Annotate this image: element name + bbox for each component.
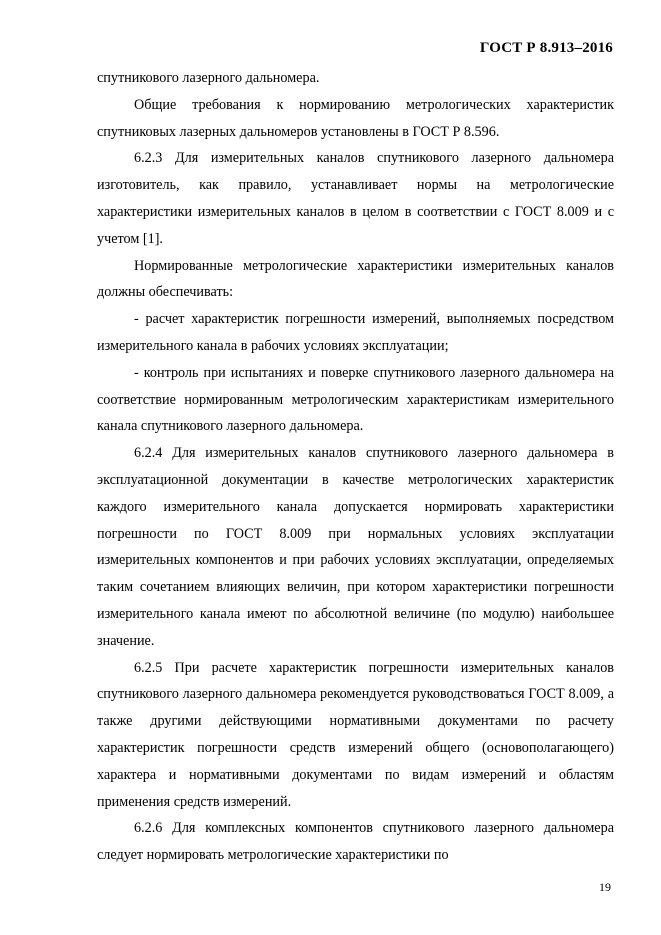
paragraph-general-requirements: Общие требования к нормированию метрологических характеристик спутниковых лазерных дальномеров установлены в ГОСТ Р 8.596. [97, 96, 614, 140]
list-item-error-calculation: - расчет характеристик погрешности измерений, выполняемых посредством измерительного канала в рабочих условиях эксплуатации; [97, 311, 614, 354]
page-number: 19 [599, 880, 611, 894]
paragraph-6-2-5: 6.2.5 При расчете характеристик погрешности измерительных каналов спутникового лазерного дальномера рекомендуется руководствоваться ГОСТ 8.009, а также другими действующими нормативными документами по расчету характеристик погрешности средств измерений общего (основополагающего) характера и нормативными документами по видам измерений и областям применения средств измерений. [97, 659, 614, 810]
paragraph-normalized-characteristics: Нормированные метрологические характеристики измерительных каналов должны обеспечивать: [97, 257, 614, 301]
document-header: ГОСТ Р 8.913–2016 [479, 40, 613, 56]
paragraph-6-2-4: 6.2.4 Для измерительных каналов спутникового лазерного дальномера в эксплуатационной документации в качестве метрологических характеристик каждого измерительного канала допускается нормировать характеристики погрешности по ГОСТ 8.009 при нормальных условиях эксплуатации измерительных компонентов и при рабочих условиях эксплуатации, определяемых таким сочетанием влияющих величин, при котором характеристики погрешности измерительного канала имеют по абсолютной величине (по модулю) наибольшее значение. [97, 445, 614, 649]
paragraph-6-2-6: 6.2.6 Для комплексных компонентов спутникового лазерного дальномера следует нормировать метрологические характеристики по [97, 820, 614, 864]
page-body [97, 65, 614, 869]
paragraph-continuation: спутникового лазерного дальномера. [97, 70, 320, 86]
list-item-verification-control: - контроль при испытаниях и поверке спутникового лазерного дальномера на соответствие нормированным метрологическим характеристикам измерительного канала спутникового лазерного дальномера. [97, 364, 614, 435]
paragraph-6-2-3: 6.2.3 Для измерительных каналов спутникового лазерного дальномера изготовитель, как правило, устанавливает нормы на метрологические характеристики измерительных каналов в целом в соответствии с ГОСТ 8.009 и с учетом [1]. [97, 150, 614, 247]
